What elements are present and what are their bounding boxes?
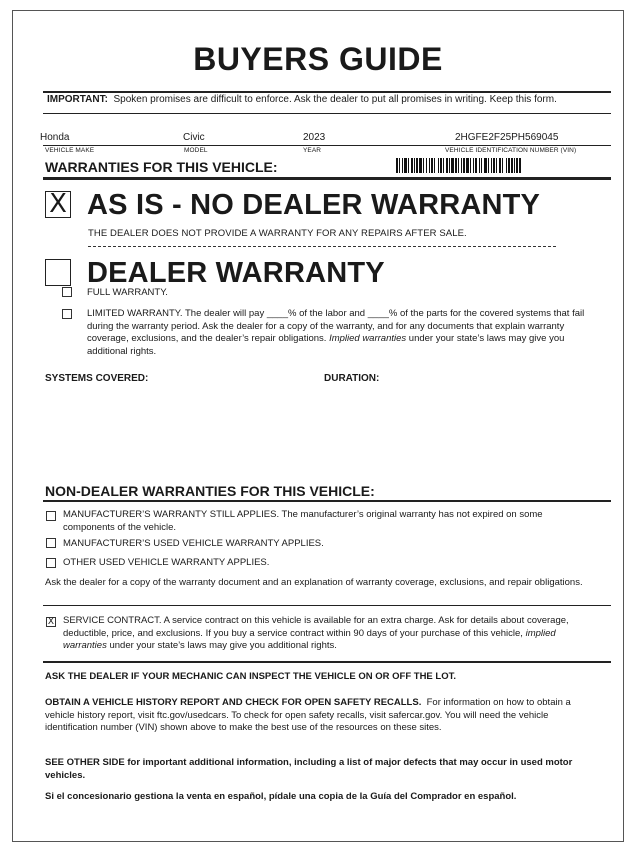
vehicle-vin-label: VEHICLE IDENTIFICATION NUMBER (VIN) (445, 147, 577, 154)
other-warranty-text: OTHER USED VEHICLE WARRANTY APPLIES. (63, 557, 270, 568)
vehicle-vin-value[interactable]: 2HGFE2F25PH569045 (455, 132, 559, 143)
important-text: Spoken promises are difficult to enforce. Ask the dealer to put all promises in writing. Keep this form. (113, 94, 557, 105)
full-warranty-label: FULL WARRANTY. (87, 287, 168, 298)
divider (43, 661, 611, 663)
used-vehicle-warranty-text: MANUFACTURER’S USED VEHICLE WARRANTY APPLIES. (63, 538, 324, 549)
vehicle-year-value[interactable]: 2023 (303, 132, 326, 143)
as-is-subtitle: THE DEALER DOES NOT PROVIDE A WARRANTY FOR ANY REPAIRS AFTER SALE. (88, 228, 467, 239)
vehicle-model-label: MODEL (184, 147, 208, 154)
limited-warranty-tail: under your state’s laws may give you additional rights. (87, 333, 565, 357)
warranties-header: WARRANTIES FOR THIS VEHICLE: (45, 159, 278, 175)
history-report-body: For information on how to obtain a vehicle history report, visit ftc.gov/usedcars. To check for open safety recalls, visit safercar.gov. You will need the vehicle identification number (VIN) shown above to make the best use of the resources on these sites. (45, 697, 571, 733)
other-warranty-checkbox[interactable] (46, 558, 56, 568)
duration-label: DURATION: (324, 373, 380, 384)
service-contract-tail: under your state’s laws may give you additional rights. (109, 640, 337, 651)
divider (43, 91, 611, 93)
vin-barcode (396, 158, 596, 173)
other-side-notice: SEE OTHER SIDE for important additional information, including a list of major defects that may occur in used motor vehicles. (45, 757, 573, 781)
vehicle-make-value[interactable]: Honda (40, 132, 70, 143)
ask-dealer-text: Ask the dealer for a copy of the warranty document and an explanation of warranty coverage, exclusions, and repair obligations. (45, 577, 583, 588)
limited-warranty-text (87, 308, 587, 358)
important-notice (47, 94, 557, 105)
manufacturer-warranty-checkbox[interactable] (46, 511, 56, 521)
service-contract-body: SERVICE CONTRACT. A service contract on this vehicle is available for an extra charge. Ask for details about coverage, deductible, price, and exclusions. If you buy a service contract within 90 days of your purchase of this vehicle, (63, 615, 569, 639)
dealer-warranty-title: DEALER WARRANTY (87, 257, 385, 289)
divider (43, 177, 611, 180)
buyers-guide-form (12, 10, 624, 842)
dashed-separator (88, 246, 556, 247)
spanish-notice: Si el concesionario gestiona la venta en español, pídale una copia de la Guía del Comprador en español. (45, 791, 517, 802)
used-vehicle-warranty-checkbox[interactable] (46, 538, 56, 548)
inspect-notice: ASK THE DEALER IF YOUR MECHANIC CAN INSPECT THE VEHICLE ON OR OFF THE LOT. (45, 671, 456, 682)
dealer-warranty-checkbox[interactable] (45, 259, 71, 286)
limited-warranty-checkbox[interactable] (62, 309, 72, 319)
form-title: BUYERS GUIDE (193, 41, 443, 77)
service-contract-italic: implied warranties (63, 627, 556, 651)
barcode-bar (519, 158, 521, 173)
vehicle-year-label: YEAR (303, 147, 322, 154)
vehicle-info-line (43, 145, 611, 146)
limited-warranty-body: LIMITED WARRANTY. The dealer will pay ____% of the labor and ____% of the parts for the covered systems that fail during the warranty period. Ask the dealer for a copy of the warranty, and for any documents that explain warranty coverage, exclusions, and the dealer’s repair obligations. (87, 308, 585, 344)
vehicle-model-value[interactable]: Civic (183, 132, 205, 143)
manufacturer-warranty-text: MANUFACTURER’S WARRANTY STILL APPLIES. The manufacturer’s original warranty has not expired on some components of the vehicle. (63, 509, 543, 533)
divider (43, 113, 611, 114)
service-contract-text (63, 615, 593, 653)
limited-warranty-italic: Implied warranties (329, 333, 407, 344)
as-is-title: AS IS - NO DEALER WARRANTY (87, 189, 541, 221)
divider (43, 500, 611, 502)
history-report-text (45, 697, 595, 735)
non-dealer-header: NON-DEALER WARRANTIES FOR THIS VEHICLE: (45, 483, 375, 499)
as-is-checkbox[interactable]: X (45, 191, 71, 218)
systems-covered-label: SYSTEMS COVERED: (45, 373, 149, 384)
full-warranty-checkbox[interactable] (62, 287, 72, 297)
important-label: IMPORTANT: (47, 94, 108, 105)
divider (43, 605, 611, 606)
service-contract-checkbox[interactable]: X (47, 617, 55, 627)
vehicle-make-label: VEHICLE MAKE (45, 147, 95, 154)
history-report-bold: OBTAIN A VEHICLE HISTORY REPORT AND CHECK FOR OPEN SAFETY RECALLS. (45, 697, 422, 708)
